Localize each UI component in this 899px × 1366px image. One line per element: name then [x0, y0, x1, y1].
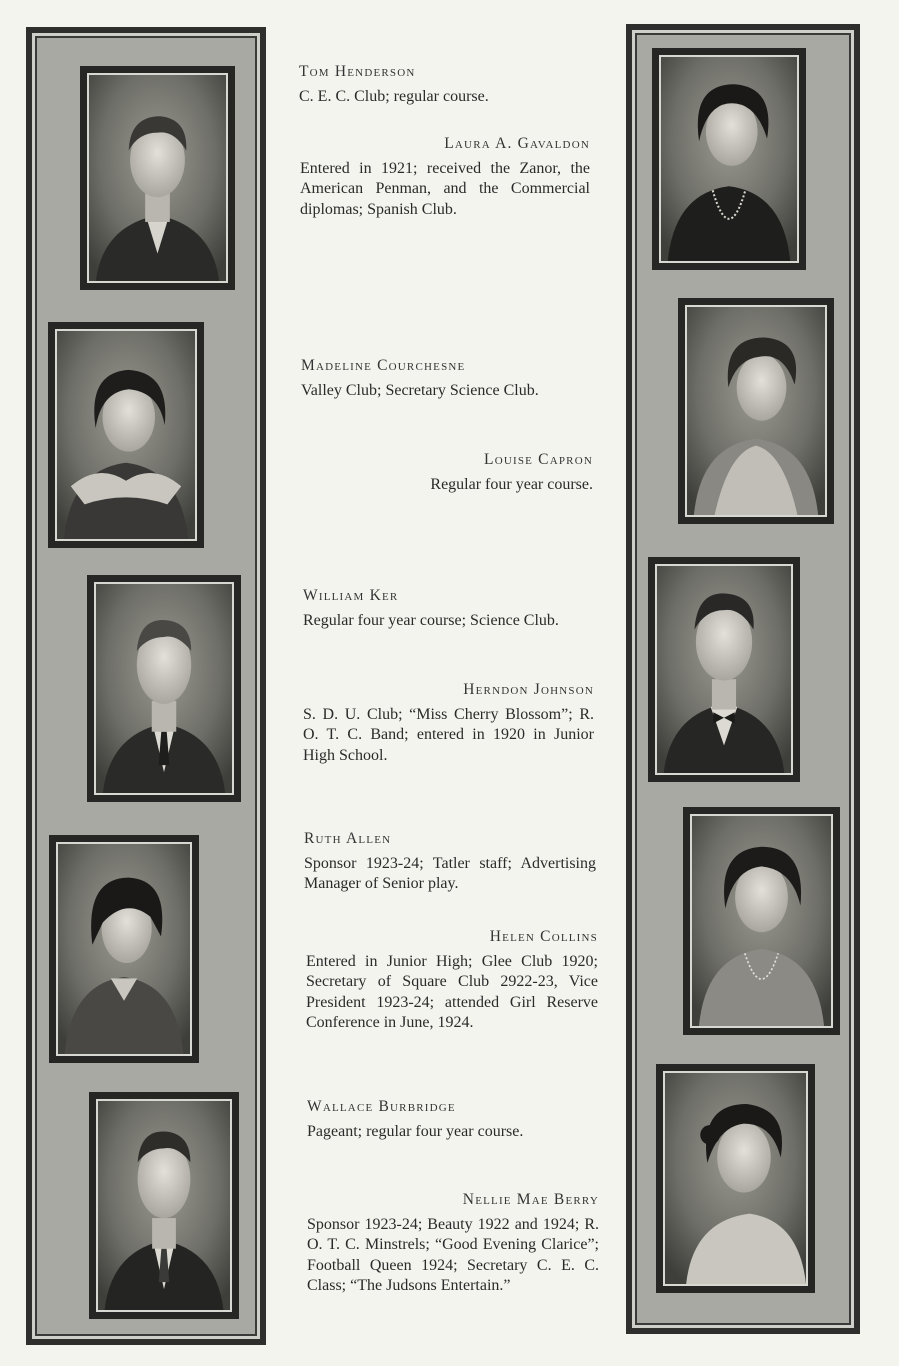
portrait-wallace-burbridge	[89, 1092, 239, 1319]
entry-helen-collins	[306, 927, 598, 1034]
student-activities: C. E. C. Club; regular course.	[299, 87, 489, 105]
student-name: Ruth Allen	[304, 830, 392, 847]
student-activities: Entered in 1921; received the Zanor, the American Penman, and the Commercial diplomas; Spanish Club.	[300, 159, 590, 218]
portrait-william-ker	[87, 575, 241, 802]
portrait-laura-gavaldon	[652, 48, 806, 270]
student-name: Wallace Burbridge	[307, 1098, 456, 1115]
student-activities: Regular four year course; Science Club.	[303, 611, 559, 629]
portrait-louise-capron	[678, 298, 834, 524]
student-name: Helen Collins	[489, 928, 598, 945]
student-name: Madeline Courchesne	[301, 357, 466, 374]
entry-wallace-burbridge	[307, 1097, 557, 1142]
student-activities: S. D. U. Club; “Miss Cherry Blossom”; R. O. T. C. Band; entered in 1920 in Junior High School.	[303, 705, 594, 764]
student-activities: Entered in Junior High; Glee Club 1920; Secretary of Square Club 2922-23, Vice President 1923-24; attended Girl Reserve Conference in June, 1924.	[306, 952, 598, 1031]
entry-laura-gavaldon	[300, 134, 590, 220]
portrait-herndon-johnson	[648, 557, 800, 782]
student-name: Herndon Johnson	[463, 681, 594, 698]
entry-william-ker	[303, 586, 593, 631]
entry-louise-capron	[302, 450, 593, 495]
entry-nellie-mae-berry	[307, 1190, 599, 1297]
entry-tom-henderson	[299, 62, 594, 107]
portrait-helen-collins	[683, 807, 840, 1035]
student-activities: Valley Club; Secretary Science Club.	[301, 381, 539, 399]
portrait-madeline-courchesne	[48, 322, 204, 548]
student-name: Tom Henderson	[299, 63, 416, 80]
student-activities: Pageant; regular four year course.	[307, 1122, 524, 1140]
student-name: Laura A. Gavaldon	[444, 135, 590, 152]
entry-herndon-johnson	[303, 680, 594, 766]
entry-madeline-courchesne	[301, 356, 592, 401]
student-activities: Sponsor 1923-24; Beauty 1922 and 1924; R. O. T. C. Minstrels; “Good Evening Clarice”; Football Queen 1924; Secretary C. E. C. Class; “The Judsons Entertain.”	[307, 1215, 599, 1294]
portrait-nellie-mae-berry	[656, 1064, 815, 1293]
student-activities: Regular four year course.	[430, 475, 593, 493]
student-activities: Sponsor 1923-24; Tatler staff; Advertising Manager of Senior play.	[304, 854, 596, 892]
student-name: William Ker	[303, 587, 399, 604]
portrait-tom-henderson	[80, 66, 235, 290]
student-name: Louise Capron	[484, 451, 593, 468]
entry-ruth-allen	[304, 829, 596, 895]
student-name: Nellie Mae Berry	[462, 1191, 599, 1208]
portrait-ruth-allen	[49, 835, 199, 1063]
